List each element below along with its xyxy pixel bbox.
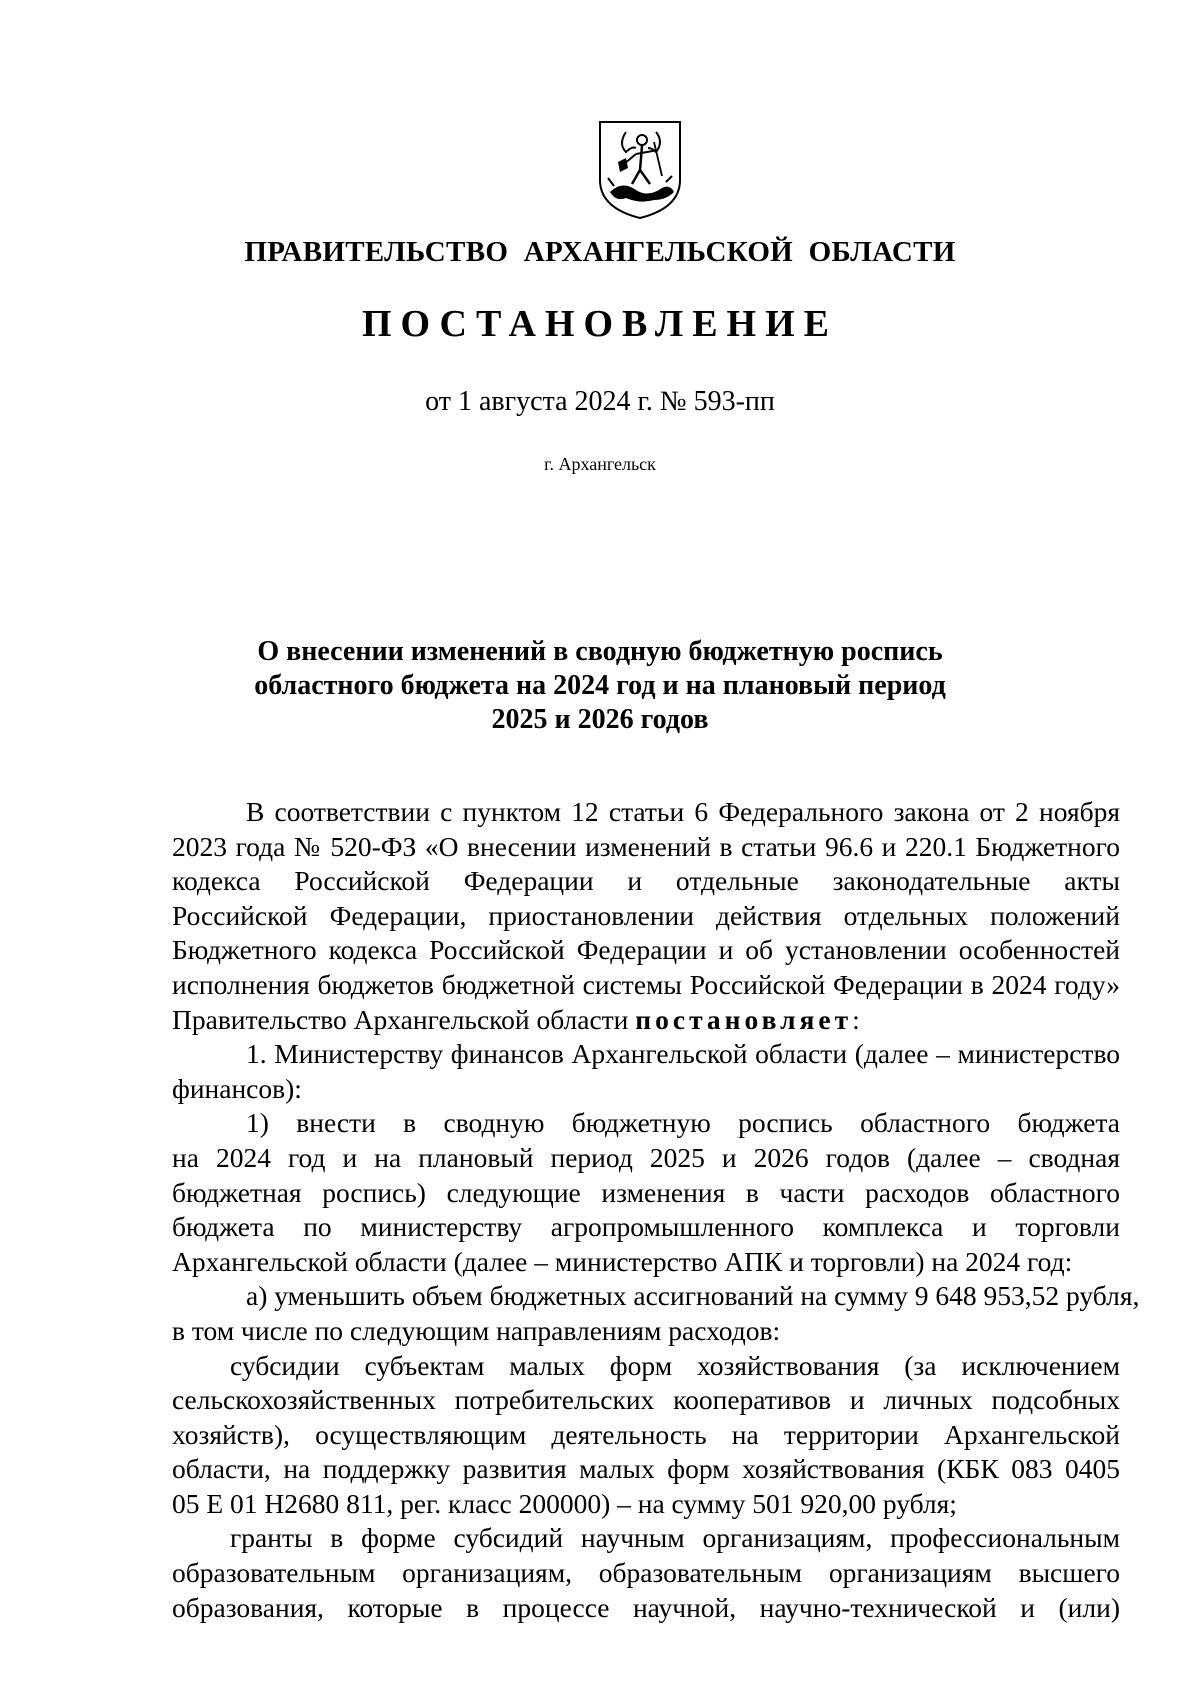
text-line: финансов): xyxy=(172,1072,302,1104)
text-line: Российской Федерации, приостановлении действия отдельных положений xyxy=(172,899,1120,931)
text-line: исполнения бюджетов бюджетной системы Российской Федерации в 2024 году» xyxy=(172,968,1120,1000)
document-body xyxy=(172,795,1140,1625)
text-fragment: Правительство Архангельской области xyxy=(172,1003,636,1035)
text-line: сельскохозяйственных потребительских кооперативов и личных подсобных xyxy=(172,1384,1120,1416)
text-line: в том числе по следующим направлениям расходов: xyxy=(172,1314,781,1346)
text-line: образовательным организациям, образовательным организациям высшего xyxy=(172,1557,1120,1589)
paragraph-preamble xyxy=(172,795,1120,1037)
organization-title: ПРАВИТЕЛЬСТВО АРХАНГЕЛЬСКОЙ ОБЛАСТИ xyxy=(244,236,956,268)
text-line: на 2024 год и на плановый период 2025 и 2026 годов (далее – сводная xyxy=(172,1141,1120,1173)
text-line: а) уменьшить объем бюджетных ассигнований на сумму 9 648 953,52 рубля, xyxy=(246,1280,1140,1312)
paragraph-subsidies xyxy=(172,1349,1120,1522)
document-subject xyxy=(0,635,1200,737)
paragraph-subitem-a xyxy=(172,1279,1140,1348)
keyword-resolves: постановляет xyxy=(635,1003,853,1035)
document-date-number: от 1 августа 2024 г. № 593-пп xyxy=(425,386,775,417)
subject-line: 2025 и 2026 годов xyxy=(491,704,709,735)
document-type-title: ПОСТАНОВЛЕНИЕ xyxy=(361,303,839,345)
text-line: 2023 года № 520-ФЗ «О внесении изменений в статьи 96.6 и 220.1 Бюджетного xyxy=(172,830,1120,862)
text-fragment: : xyxy=(852,1003,860,1035)
text-line: бюджетная роспись) следующие изменения в части расходов областного xyxy=(172,1176,1120,1208)
text-line: 05 Е 01 Н2680 811, рег. класс 200000) – на сумму 501 920,00 рубля; xyxy=(172,1487,957,1519)
text-line: гранты в форме субсидий научным организациям, профессиональным xyxy=(230,1522,1120,1554)
paragraph-subitem-1 xyxy=(172,1106,1120,1279)
text-line-resolves xyxy=(172,1003,1120,1038)
paragraph-grants xyxy=(172,1521,1120,1625)
text-line: образования, которые в процессе научной, научно-технической и (или) xyxy=(172,1591,1120,1623)
text-line: кодекса Российской Федерации и отдельные законодательные акты xyxy=(172,865,1120,897)
text-line: субсидии субъектам малых форм хозяйствования (за исключением xyxy=(230,1349,1120,1381)
text-line: области, на поддержку развития малых форм хозяйствования (КБК 083 0405 xyxy=(172,1453,1120,1485)
document-city: г. Архангельск xyxy=(544,454,656,474)
text-line: Бюджетного кодекса Российской Федерации и об установлении особенностей xyxy=(172,934,1120,966)
subject-line: О внесении изменений в сводную бюджетную роспись xyxy=(257,636,943,667)
text-line: Архангельской области (далее – министерство АПК и торговли) на 2024 год: xyxy=(172,1245,1073,1277)
paragraph-item-1 xyxy=(172,1037,1120,1106)
text-line: 1. Министерству финансов Архангельской области (далее – министерство xyxy=(246,1038,1120,1070)
text-line: В соответствии с пунктом 12 статьи 6 Федерального закона от 2 ноября xyxy=(246,796,1120,827)
text-line: 1) внести в сводную бюджетную роспись областного бюджета xyxy=(246,1107,1120,1139)
text-line: хозяйств), осуществляющим деятельность на территории Архангельской xyxy=(172,1418,1120,1450)
subject-line: областного бюджета на 2024 год и на плановый период xyxy=(254,670,946,701)
text-line: бюджета по министерству агропромышленного комплекса и торговли xyxy=(172,1211,1120,1243)
coat-of-arms-icon xyxy=(596,118,684,222)
